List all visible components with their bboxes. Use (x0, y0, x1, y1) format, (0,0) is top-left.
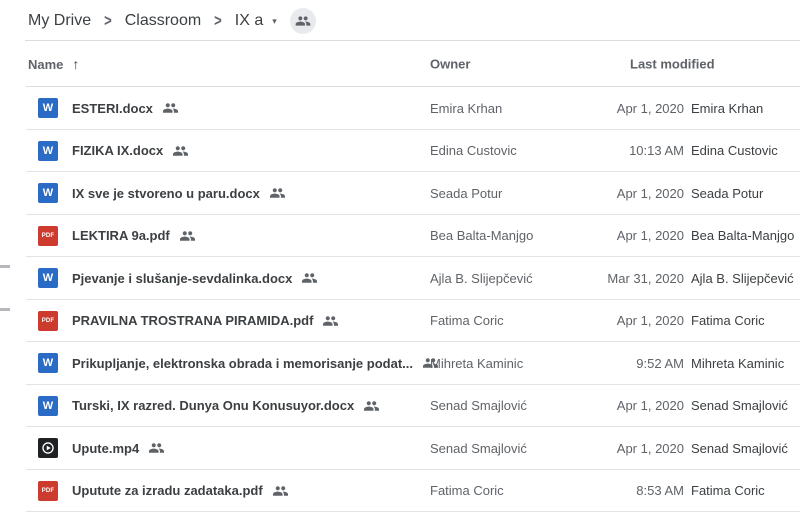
chevron-right-icon: > (214, 11, 222, 30)
word-file-icon: W (38, 396, 58, 416)
file-name: Pjevanje i slušanje-sevdalinka.docx (72, 270, 293, 286)
modified-by: Bea Balta-Manjgo (691, 228, 795, 244)
owner-cell: Ajla B. Slijepčević (430, 270, 533, 286)
modified-by: Seada Potur (691, 185, 764, 201)
shared-people-icon (302, 272, 317, 284)
file-name: Turski, IX razred. Dunya Onu Konusuyor.docx (72, 398, 355, 414)
shared-people-icon (180, 230, 195, 242)
column-header-name[interactable] (28, 56, 79, 72)
last-modified-cell (560, 398, 800, 413)
modified-date: 8:53 AM (636, 483, 684, 499)
file-row-upute-video[interactable] (0, 427, 800, 470)
owner-cell: Emira Krhan (430, 100, 503, 116)
last-modified-cell (560, 313, 800, 328)
modified-date: Mar 31, 2020 (607, 270, 684, 286)
owner-cell: Fatima Coric (430, 483, 504, 499)
shared-people-icon (149, 442, 164, 454)
file-row-lektira[interactable] (0, 215, 800, 258)
breadcrumb-current-folder[interactable]: IX a (234, 11, 264, 29)
shared-people-icon (173, 145, 188, 157)
shared-people-icon (273, 485, 288, 497)
shared-people-icon (364, 400, 379, 412)
name-column-label: Name (28, 56, 64, 72)
modified-date: Apr 1, 2020 (616, 185, 684, 201)
file-name: ESTERI.docx (72, 100, 153, 116)
file-name: PRAVILNA TROSTRANA PIRAMIDA.pdf (72, 313, 314, 329)
modified-by: Senad Smajlović (691, 440, 788, 456)
folder-dropdown-icon[interactable]: ▾ (272, 16, 277, 26)
file-row-ix-sve[interactable] (0, 172, 800, 215)
shared-people-icon (163, 102, 178, 114)
owner-cell: Seada Potur (430, 185, 503, 201)
modified-date: Apr 1, 2020 (616, 313, 684, 329)
word-file-icon: W (38, 268, 58, 288)
word-file-icon: W (38, 141, 58, 161)
last-modified-cell (560, 356, 800, 371)
file-row-prikupljanje[interactable] (0, 342, 800, 385)
left-edge-scroll-mark (0, 265, 10, 268)
file-name: LEKTIRA 9a.pdf (72, 228, 170, 244)
file-name: IX sve je stvoreno u paru.docx (72, 185, 260, 201)
sort-ascending-icon[interactable]: ↑ (72, 56, 80, 72)
owner-cell: Mihreta Kaminic (430, 355, 524, 371)
owner-cell: Fatima Coric (430, 313, 504, 329)
last-modified-cell (560, 441, 800, 456)
folder-shared-badge[interactable] (290, 8, 316, 34)
last-modified-cell (560, 228, 800, 243)
modified-date: Apr 1, 2020 (616, 440, 684, 456)
modified-date: Apr 1, 2020 (616, 228, 684, 244)
modified-by: Emira Krhan (691, 100, 764, 116)
breadcrumb (0, 0, 800, 41)
column-header-last-modified[interactable]: Last modified (630, 56, 715, 72)
file-row-uputute[interactable] (0, 470, 800, 513)
last-modified-cell (560, 271, 800, 286)
last-modified-cell (560, 186, 800, 201)
breadcrumb-classroom[interactable]: Classroom (124, 11, 202, 29)
file-name: Uputute za izradu zadataka.pdf (72, 483, 263, 499)
owner-cell: Senad Smajlović (430, 398, 527, 414)
column-header-owner[interactable]: Owner (430, 56, 471, 72)
word-file-icon: W (38, 353, 58, 373)
file-row-pjevanje[interactable] (0, 257, 800, 300)
last-modified-cell (560, 483, 800, 498)
table-header (0, 41, 800, 87)
modified-by: Mihreta Kaminic (691, 355, 785, 371)
modified-date: 10:13 AM (629, 143, 684, 159)
pdf-file-icon: PDF (38, 481, 58, 501)
modified-by: Edina Custovic (691, 143, 778, 159)
word-file-icon: W (38, 98, 58, 118)
modified-by: Senad Smajlović (691, 398, 788, 414)
owner-cell: Bea Balta-Manjgo (430, 228, 534, 244)
people-icon (295, 13, 311, 29)
shared-people-icon (323, 315, 338, 327)
last-modified-cell (560, 101, 800, 116)
file-row-fizika[interactable] (0, 130, 800, 173)
owner-cell: Senad Smajlović (430, 440, 527, 456)
file-row-esteri[interactable] (0, 87, 800, 130)
file-row-pravilna[interactable] (0, 300, 800, 343)
modified-date: 9:52 AM (636, 355, 684, 371)
video-file-icon (38, 438, 58, 458)
last-modified-cell (560, 143, 800, 158)
file-name: FIZIKA IX.docx (72, 143, 164, 159)
file-name: Prikupljanje, elektronska obrada i memorisanje podat... (72, 355, 413, 371)
modified-date: Apr 1, 2020 (616, 100, 684, 116)
file-name: Upute.mp4 (72, 440, 140, 456)
modified-by: Ajla B. Slijepčević (691, 270, 794, 286)
file-list (0, 87, 800, 512)
pdf-file-icon: PDF (38, 311, 58, 331)
modified-by: Fatima Coric (691, 483, 765, 499)
word-file-icon: W (38, 183, 58, 203)
pdf-file-icon: PDF (38, 226, 58, 246)
modified-date: Apr 1, 2020 (616, 398, 684, 414)
file-row-turski[interactable] (0, 385, 800, 428)
chevron-right-icon: > (104, 11, 112, 30)
owner-cell: Edina Custovic (430, 143, 517, 159)
shared-people-icon (270, 187, 285, 199)
breadcrumb-my-drive[interactable]: My Drive (28, 11, 92, 29)
left-edge-scroll-mark (0, 308, 10, 311)
modified-by: Fatima Coric (691, 313, 765, 329)
